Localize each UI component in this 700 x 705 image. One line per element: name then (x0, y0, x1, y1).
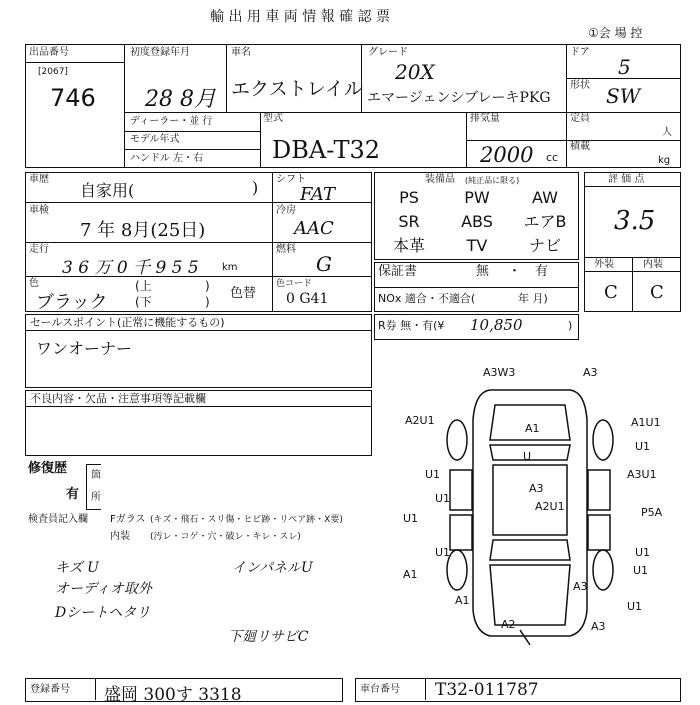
rear-door-right (588, 515, 610, 550)
weight-label: 積載 (570, 141, 590, 152)
first-reg-label: 初度登録年月 (130, 47, 190, 58)
mileage-value: 3 6 万 0 千 9 5 5 (62, 258, 199, 278)
nox-label: NOx 適合・不適合( (378, 292, 476, 305)
interior-inspect-label: 内装 (110, 531, 130, 542)
warranty-dot: ・ (508, 264, 522, 279)
displacement-unit: cc (546, 151, 559, 164)
sign-line (520, 630, 530, 645)
item-no-label: 出品番号 (29, 47, 69, 58)
ac-value: AAC (294, 218, 334, 239)
diagram-mark: A2U1 (405, 414, 435, 427)
equip-abs: ABS (461, 212, 493, 231)
score-value: 3.5 (614, 206, 656, 236)
sales-point-label: セールスポイント(正常に機能するもの) (30, 316, 225, 329)
equip-tv: TV (466, 236, 488, 255)
history-close: ) (252, 178, 259, 197)
handle-label: ハンドル 左・右 (130, 153, 204, 164)
capacity-label: 定員 (570, 113, 590, 124)
interior-inspect-options: (汚レ・コゲ・穴・破レ・キレ・スレ) (150, 532, 301, 542)
inspection-label: 車検 (29, 205, 49, 216)
color-label: 色 (29, 278, 39, 289)
diagram-mark: A3W3 (483, 366, 516, 379)
equip-airbag: エアB (523, 212, 567, 231)
fuel-value: G (316, 252, 332, 276)
note-instrument-panel: インパネルU (232, 560, 313, 576)
diagram-mark: A2U1 (535, 500, 565, 513)
color-lower: (下 (135, 295, 152, 309)
equip-ps: PS (399, 188, 419, 207)
displacement-label: 排気量 (470, 113, 500, 124)
recycle-label: R券 無・有(¥ (378, 319, 445, 332)
note-underbody: 下廻リサビC (228, 629, 309, 645)
rear-window-outline (490, 540, 570, 560)
door-value: 5 (618, 55, 631, 79)
warranty-none: 無 (476, 264, 490, 279)
car-name-value: エクストレイル (231, 78, 363, 100)
chassis-value: T32-011787 (435, 680, 539, 700)
weight-unit: kg (658, 155, 671, 166)
interior-label: 内装 (643, 259, 663, 270)
door-left (450, 470, 472, 510)
diagram-mark: U1 (403, 512, 419, 525)
color-code-label: 色コード (276, 279, 313, 289)
color-repaint-label: 色替 (230, 286, 257, 301)
grade-label: グレード (368, 47, 408, 58)
diagram-mark: U1 (635, 546, 651, 559)
recycle-close: ) (568, 319, 573, 332)
diagram-mark: A3 (529, 482, 544, 495)
venue-label: ①会 場 控 (588, 26, 643, 40)
history-label: 車歴 (29, 174, 49, 185)
fuel-label: 燃料 (276, 244, 296, 255)
equipment-title: 装備品 (425, 174, 455, 185)
mileage-label: 走行 (29, 244, 49, 255)
item-no-code: [2067] (38, 67, 68, 77)
repair-unit-top: 箇 (91, 470, 101, 481)
nox-unit: 年 月) (518, 292, 548, 305)
door-right (588, 470, 610, 510)
diagram-mark: U1 (425, 468, 441, 481)
header-title-partial: 輸 出 用 車 両 情 報 確 認 票 (210, 9, 391, 25)
diagram-mark: U1 (435, 546, 451, 559)
car-damage-diagram (395, 360, 685, 650)
ac-label: 冷房 (276, 205, 296, 216)
diagram-mark: P5A (641, 506, 663, 519)
diagram-mark: A3U1 (627, 468, 657, 481)
history-value: 自家用( (80, 181, 135, 200)
note-audio: オーディオ取外 (55, 581, 152, 597)
repair-label: 修復歴 (28, 461, 68, 476)
equip-navi: ナビ (528, 236, 561, 255)
equip-sr: SR (398, 212, 420, 231)
diagram-mark: A3 (573, 580, 588, 593)
repair-unit-bottom: 所 (91, 492, 101, 503)
item-no-value: 746 (50, 84, 96, 112)
equipment-note: (純正品に限る) (465, 176, 520, 185)
diagram-mark: A1 (525, 422, 540, 435)
capacity-unit: 人 (662, 127, 672, 138)
wheel-front-left (447, 420, 467, 460)
recycle-value: 10,850 (470, 316, 523, 334)
equip-pw: PW (464, 188, 490, 207)
door-label: ドア (570, 47, 590, 58)
note-seat: Dシートヘタリ (55, 605, 151, 621)
diagram-mark: U1 (435, 492, 451, 505)
displacement-value: 2000 (480, 143, 534, 167)
grade-line1: 20X (395, 60, 435, 84)
car-name-label: 車名 (231, 47, 251, 58)
repair-has: 有 (66, 487, 80, 502)
sales-point-value: ワンオーナー (36, 339, 133, 358)
interior-grade: C (650, 282, 664, 303)
exterior-grade: C (604, 282, 618, 303)
color-code-value: 0 G41 (286, 291, 329, 307)
warranty-label: 保証書 (378, 264, 418, 279)
warranty-yes: 有 (535, 264, 549, 279)
diagram-mark: A1U1 (631, 416, 661, 429)
wheel-front-right (593, 420, 613, 460)
defects-label: 不良内容・欠品・注意事項等記載欄 (30, 392, 206, 405)
first-reg-value: 28 8月 (145, 87, 216, 112)
equip-leather: 本革 (392, 236, 425, 255)
model-type-value: DBA-T32 (272, 136, 381, 164)
registration-value: 盛岡 300す 3318 (104, 685, 242, 705)
diagram-mark: A1 (455, 594, 470, 607)
diagram-mark: U1 (635, 440, 651, 453)
diagram-mark: A2 (501, 618, 516, 631)
trunk-outline (490, 565, 570, 625)
wheel-rear-right (593, 550, 613, 590)
diagram-mark: U1 (633, 564, 649, 577)
shift-label: シフト (276, 174, 306, 185)
note-scratch: キズ U (55, 560, 99, 576)
shape-value: SW (606, 84, 641, 108)
glass-label: Fガラス (110, 514, 146, 525)
diagram-mark: U (523, 450, 532, 463)
score-label: 評 価 点 (608, 174, 645, 185)
dealer-label: ディーラー・並 行 (130, 116, 213, 127)
chassis-label: 車台番号 (360, 684, 400, 695)
rear-door-left (450, 515, 472, 550)
exterior-label: 外装 (594, 259, 614, 270)
color-value: ブラック (36, 292, 108, 313)
grade-line2: エマージェンシブレーキPKG (367, 90, 551, 106)
diagram-mark: A1 (403, 568, 418, 581)
diagram-mark: A3 (583, 366, 598, 379)
equip-aw: AW (532, 188, 558, 207)
diagram-mark: U1 (627, 600, 643, 613)
registration-label: 登録番号 (30, 684, 70, 695)
inspection-value: 7 年 8月(25日) (80, 220, 206, 241)
shape-label: 形状 (570, 80, 590, 91)
mileage-unit: km (222, 262, 238, 273)
color-upper: (上 (135, 279, 152, 293)
glass-options: (キズ・飛石・スリ傷・ヒビ跡・リペア跡・X要) (150, 515, 343, 525)
inspector-label: 検査員記入欄 (28, 514, 88, 525)
diagram-mark: A3 (591, 620, 606, 633)
model-year-label: モデル年式 (130, 134, 180, 145)
model-type-label: 型式 (263, 113, 283, 124)
shift-value: FAT (300, 184, 335, 205)
